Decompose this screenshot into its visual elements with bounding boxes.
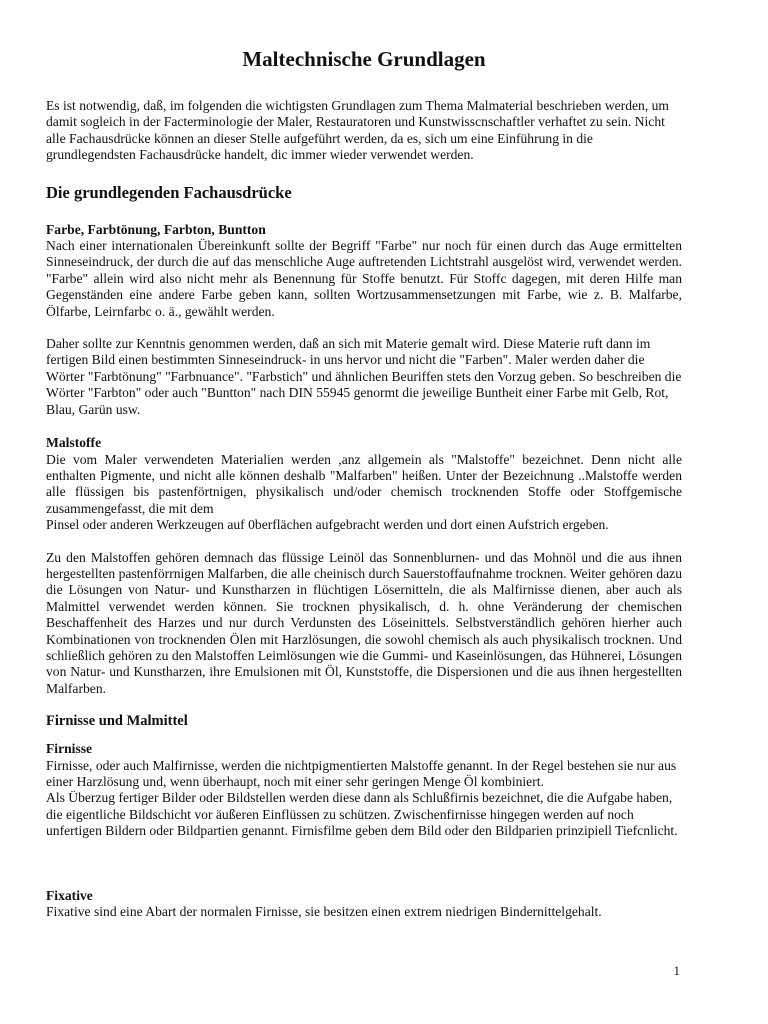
subheading-farbe: Farbe, Farbtönung, Farbton, Buntton	[46, 221, 266, 237]
subheading-firnisse: Firnisse	[46, 741, 93, 757]
subheading-malstoffe: Malstoffe	[46, 435, 102, 451]
paragraph-farbe-2: Daher sollte zur Kenntnis genommen werden, daß an sich mit Materie gemalt wird. Diese Materie ruft dann im fertigen Bild einen bestimmten Sinneseindruck- in uns hervor und nicht die "Farben". Maler werden daher die Wörter "Farbtönung" "Farbnuance". "Farbstich" und ähnlichen Beuriffen stets den Vorzug geben. So beschreiben die Wörter "Farbton" oder auch "Buntton" nach DIN 55945 genormt die jeweilige Buntheit einer Farbe mit Gelb, Rot, Blau, Garün usw.	[46, 336, 682, 417]
paragraph-fixative: Fixative sind eine Abart der normalen Firnisse, sie besitzen einen extrem niedrigen Bindernittelgehalt.	[46, 904, 602, 920]
section-heading-fachausdruecke: Die grundlegenden Fachausdrücke	[46, 182, 292, 202]
intro-paragraph: Es ist notwendig, daß, im folgenden die wichtigsten Grundlagen zum Thema Malmaterial beschrieben werden, um damit sogleich in der Facterminologie der Maler, Restauratoren und Kunstwisscnschaftler verhaftet zu sein. Nicht alle Fachausdrücke können an dieser Stelle aufgeführt werden, da es, sich um eine Einführung in die grundlegendsten Fachausdrücke handelt, dic immer wieder verwendet werden.	[46, 98, 670, 163]
page-number: 1	[673, 963, 680, 978]
document-page	[46, 44, 682, 920]
paragraph-firnisse-2: Als Überzug fertiger Bilder oder Bildstellen werden diese dann als Schlußfirnis bezeichnet, die die Aufgabe haben, die eigentliche Bildschicht vor äußeren Einflüssen zu schützen. Zwischenfirnisse hingegen werden auf noch unfertigen Bildern oder Bildpartien genannt. Firnisfilme geben dem Bild oder den Bildparien prinzipiell Tiefcnlicht.	[46, 790, 678, 839]
section-heading-firnisse-malmittel: Firnisse und Malmittel	[46, 713, 188, 730]
paragraph-malstoffe-2: Zu den Malstoffen gehören demnach das flüssige Leinöl das Sonnenblurnen- und das Mohnöl und die aus ihnen hergestellten pastenförrnigen Malfarben, die alle cheinisch durch Sauerstoffaufnahme trocknen. Weiter gehören dazu die Lösungen von Natur- und Kunstharzen in flüchtigen Lösernitteln, die als Malfirnisse dienen, aber auch als Malmittel verwendet werden können. Sie trocknen physikalisch, d. h. ohne Veränderung der chemischen Beschaffenheit des Harzes und nur durch Verdunsten des Löseinittels. Selbstverständlich gehören hierher auch Kombinationen von trocknenden Ölen mit Harzlösungen, die sowohl chemisch als auch physikalisch trocknen. Und schließlich gehören zu den Malstoffen Leimlösungen wie die Gummi- und Kaseinlösungen, das Hühnerei, Lösungen von Natur- und Kunstharzen, ihre Emulsionen mit Öl, Kunststoffe, die Dispersionen und die aus ihnen hergestellten Malfarben.	[46, 549, 682, 696]
paragraph-malstoffe-1a: Die vom Maler verwendeten Materialien werden ,anz allgemein als "Malstoffe" bezeichnet. Denn nicht alle enthalten Pigmente, und nicht alle können deshalb "Malfarben" heißen. Unter der Bezeichnung ..Malstoffe werden alle flüssigen bis pastenförtnigen, physikalisch und/oder chemisch trocknenden Stoffe oder Stoffgemische zusammengefasst, die mit dem	[46, 451, 682, 516]
paragraph-firnisse-1: Firnisse, oder auch Malfirnisse, werden die nichtpigmentierten Malstoffe genannt. In der Regel bestehen sie nur aus einer Harzlösung und, wenn überhaupt, noch mit einer sehr geringen Menge Öl kombiniert.	[46, 757, 677, 789]
subheading-fixative: Fixative	[46, 887, 93, 903]
paragraph-malstoffe-1b: Pinsel oder anderen Werkzeugen auf 0berflächen aufgebracht werden und dort einen Aufstrich ergeben.	[46, 517, 609, 533]
page-title: Maltechnische Grundlagen	[242, 47, 486, 71]
paragraph-farbe-1: Nach einer internationalen Übereinkunft sollte der Begriff "Farbe" nur noch für einen durch das Auge ermittelten Sinneseindruck, der durch die auf das menschliche Auge auftretenden Lichtstrahl ausgelöst wird, verwendet werden. "Farbe" allein wird also nicht mehr als Benennung für Stoffe benutzt. Für Stoffc dagegen, mit deren Hilfe man Gegenständen eine andere Farbe geben kann, sollten Wortzusammensetzungen mit Farbe, wie z. B. Malfarbe, Ölfarbe, Leirnfarbc o. ä., gewählt werden.	[46, 238, 682, 319]
